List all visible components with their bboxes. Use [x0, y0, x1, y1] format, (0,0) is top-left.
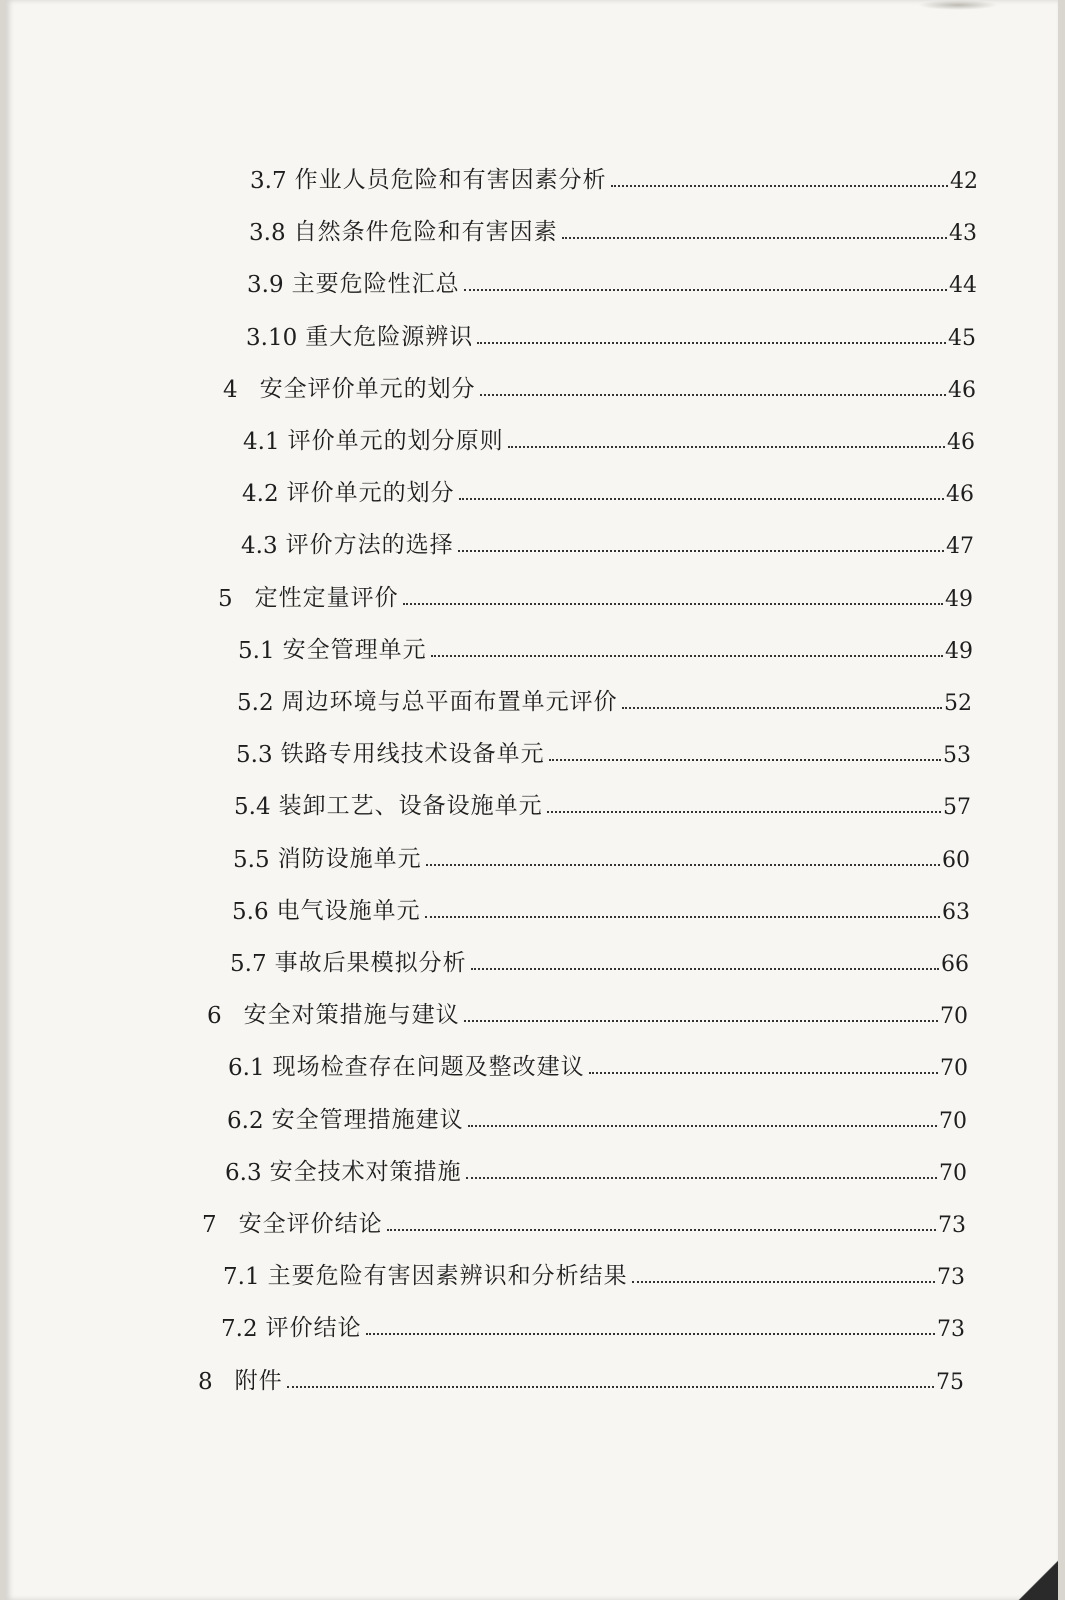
toc-entry-title: 安全对策措施与建议 [243, 1002, 460, 1029]
toc-entry [207, 995, 968, 1029]
toc-entry [225, 1152, 967, 1186]
toc-dot-leader [508, 446, 945, 448]
toc-entry [202, 1204, 966, 1238]
toc-entry-number: 5.7 [230, 951, 267, 977]
toc-dot-leader [287, 1386, 934, 1388]
toc-dot-leader [477, 342, 946, 344]
toc-entry [246, 317, 976, 351]
toc-entry-title: 定性定量评价 [254, 584, 399, 611]
toc-entry-page: 46 [948, 377, 976, 403]
toc-entry-number: 4.1 [243, 429, 280, 455]
toc-dot-leader [459, 498, 944, 500]
toc-entry-title: 铁路专用线技术设备单元 [280, 741, 545, 768]
toc-entry [236, 734, 971, 768]
toc-entry-title: 装卸工艺、设备设施单元 [278, 793, 543, 820]
toc-entry-number: 6 [207, 1003, 222, 1030]
toc-entry [198, 1361, 964, 1395]
toc-entry-number: 4 [223, 376, 238, 403]
table-of-contents [6, 0, 1058, 1600]
toc-entry [232, 891, 970, 925]
toc-entry-page: 44 [949, 273, 977, 299]
toc-entry-title: 安全技术对策措施 [269, 1158, 462, 1185]
toc-entry-title: 评价单元的划分原则 [287, 428, 504, 454]
toc-entry-title: 自然条件危险和有害因素 [293, 219, 558, 246]
toc-entry-number: 3.7 [250, 168, 287, 194]
toc-entry-page: 47 [946, 534, 974, 560]
toc-entry-number: 7.1 [223, 1264, 260, 1291]
toc-entry-number: 7.2 [221, 1316, 258, 1343]
toc-entry-page: 73 [938, 1213, 966, 1238]
toc-entry [250, 160, 978, 194]
toc-entry-number: 8 [198, 1368, 213, 1395]
toc-entry-number: 3.10 [246, 324, 298, 351]
toc-entry-title: 事故后果模拟分析 [274, 950, 467, 976]
toc-dot-leader [549, 759, 941, 761]
toc-dot-leader [471, 968, 939, 970]
toc-entry [247, 264, 977, 298]
toc-entry-page: 70 [939, 1108, 967, 1134]
toc-entry-title: 周边环境与总平面布置单元评价 [281, 689, 618, 715]
toc-entry [233, 839, 970, 873]
toc-dot-leader [589, 1072, 938, 1074]
toc-dot-leader [366, 1333, 935, 1335]
toc-entry-page: 70 [939, 1160, 967, 1186]
toc-entry-number: 5.2 [237, 690, 274, 716]
toc-entry-title: 重大危险源辨识 [305, 323, 474, 350]
toc-dot-leader [464, 289, 947, 291]
toc-entry [223, 1256, 965, 1290]
toc-dot-leader [632, 1281, 935, 1283]
toc-entry-title: 主要危险有害因素辨识和分析结果 [267, 1263, 628, 1290]
toc-dot-leader [403, 603, 943, 605]
toc-dot-leader [468, 1125, 937, 1127]
toc-entry [230, 943, 969, 977]
toc-entry-title: 消防设施单元 [277, 845, 422, 872]
toc-entry-title: 评价方法的选择 [285, 532, 454, 559]
toc-entry-number: 3.8 [249, 220, 286, 247]
toc-entry-number: 5.4 [234, 794, 271, 821]
toc-entry-title: 安全管理单元 [282, 636, 427, 663]
toc-entry-page: 49 [945, 638, 973, 664]
toc-entry-title: 安全评价单元的划分 [259, 375, 476, 402]
toc-dot-leader [425, 916, 940, 918]
toc-entry-number: 4.2 [242, 481, 279, 508]
toc-dot-leader [458, 550, 944, 552]
toc-entry-page: 42 [950, 169, 978, 194]
toc-entry-number: 5.3 [236, 742, 273, 769]
toc-entry-page: 60 [942, 847, 970, 873]
toc-entry-page: 46 [946, 482, 974, 508]
toc-dot-leader [431, 655, 943, 657]
toc-entry [249, 212, 977, 246]
page-corner-shadow [1018, 1560, 1058, 1600]
toc-entry-number: 6.1 [228, 1055, 265, 1082]
toc-entry-title: 安全管理措施建议 [271, 1106, 464, 1133]
toc-entry-number: 5 [218, 585, 233, 612]
toc-entry-number: 6.2 [227, 1107, 264, 1134]
toc-dot-leader [480, 394, 946, 396]
toc-entry [228, 1047, 968, 1081]
toc-entry-title: 评价结论 [265, 1315, 362, 1342]
toc-entry [242, 473, 974, 507]
toc-entry-page: 46 [947, 430, 975, 455]
toc-entry-title: 评价单元的划分 [286, 480, 455, 507]
toc-dot-leader [611, 185, 948, 187]
toc-entry-page: 66 [941, 952, 969, 977]
toc-entry [227, 1100, 967, 1134]
toc-entry-title: 主要危险性汇总 [291, 271, 460, 298]
toc-dot-leader [562, 237, 947, 239]
toc-entry-page: 45 [948, 325, 976, 351]
toc-entry-page: 75 [936, 1369, 964, 1395]
toc-dot-leader [387, 1229, 936, 1231]
toc-entry [241, 525, 974, 559]
toc-dot-leader [464, 1020, 938, 1022]
toc-entry [223, 369, 976, 403]
toc-entry-page: 70 [940, 1004, 968, 1030]
toc-entry [218, 578, 973, 612]
toc-entry-page: 70 [940, 1056, 968, 1082]
toc-dot-leader [426, 864, 940, 866]
toc-entry [221, 1308, 965, 1342]
toc-entry-page: 73 [937, 1265, 965, 1291]
toc-entry-title: 现场检查存在问题及整改建议 [272, 1054, 585, 1081]
toc-entry-title: 电气设施单元 [276, 897, 421, 924]
toc-entry-number: 5.1 [238, 637, 275, 664]
document-page [6, 0, 1058, 1600]
toc-entry-number: 5.6 [232, 898, 269, 925]
toc-entry [237, 682, 972, 716]
toc-entry-page: 73 [937, 1317, 965, 1343]
toc-entry-number: 5.5 [233, 846, 270, 873]
toc-entry-title: 附件 [234, 1367, 283, 1394]
toc-entry-page: 49 [945, 586, 973, 612]
toc-entry [243, 421, 975, 455]
toc-entry-number: 6.3 [225, 1159, 262, 1186]
toc-dot-leader [547, 811, 941, 813]
toc-entry-page: 63 [942, 899, 970, 925]
toc-entry [234, 786, 971, 820]
toc-entry-title: 作业人员危险和有害因素分析 [294, 167, 607, 193]
toc-dot-leader [622, 707, 942, 709]
toc-entry-number: 7 [202, 1212, 217, 1238]
toc-dot-leader [466, 1177, 937, 1179]
toc-entry-number: 4.3 [241, 533, 278, 560]
toc-entry [238, 630, 973, 664]
toc-entry-page: 53 [943, 743, 971, 769]
toc-entry-page: 57 [943, 795, 971, 821]
toc-entry-page: 52 [944, 691, 972, 716]
toc-entry-page: 43 [949, 221, 977, 247]
toc-entry-title: 安全评价结论 [238, 1211, 383, 1237]
toc-entry-number: 3.9 [247, 272, 284, 299]
